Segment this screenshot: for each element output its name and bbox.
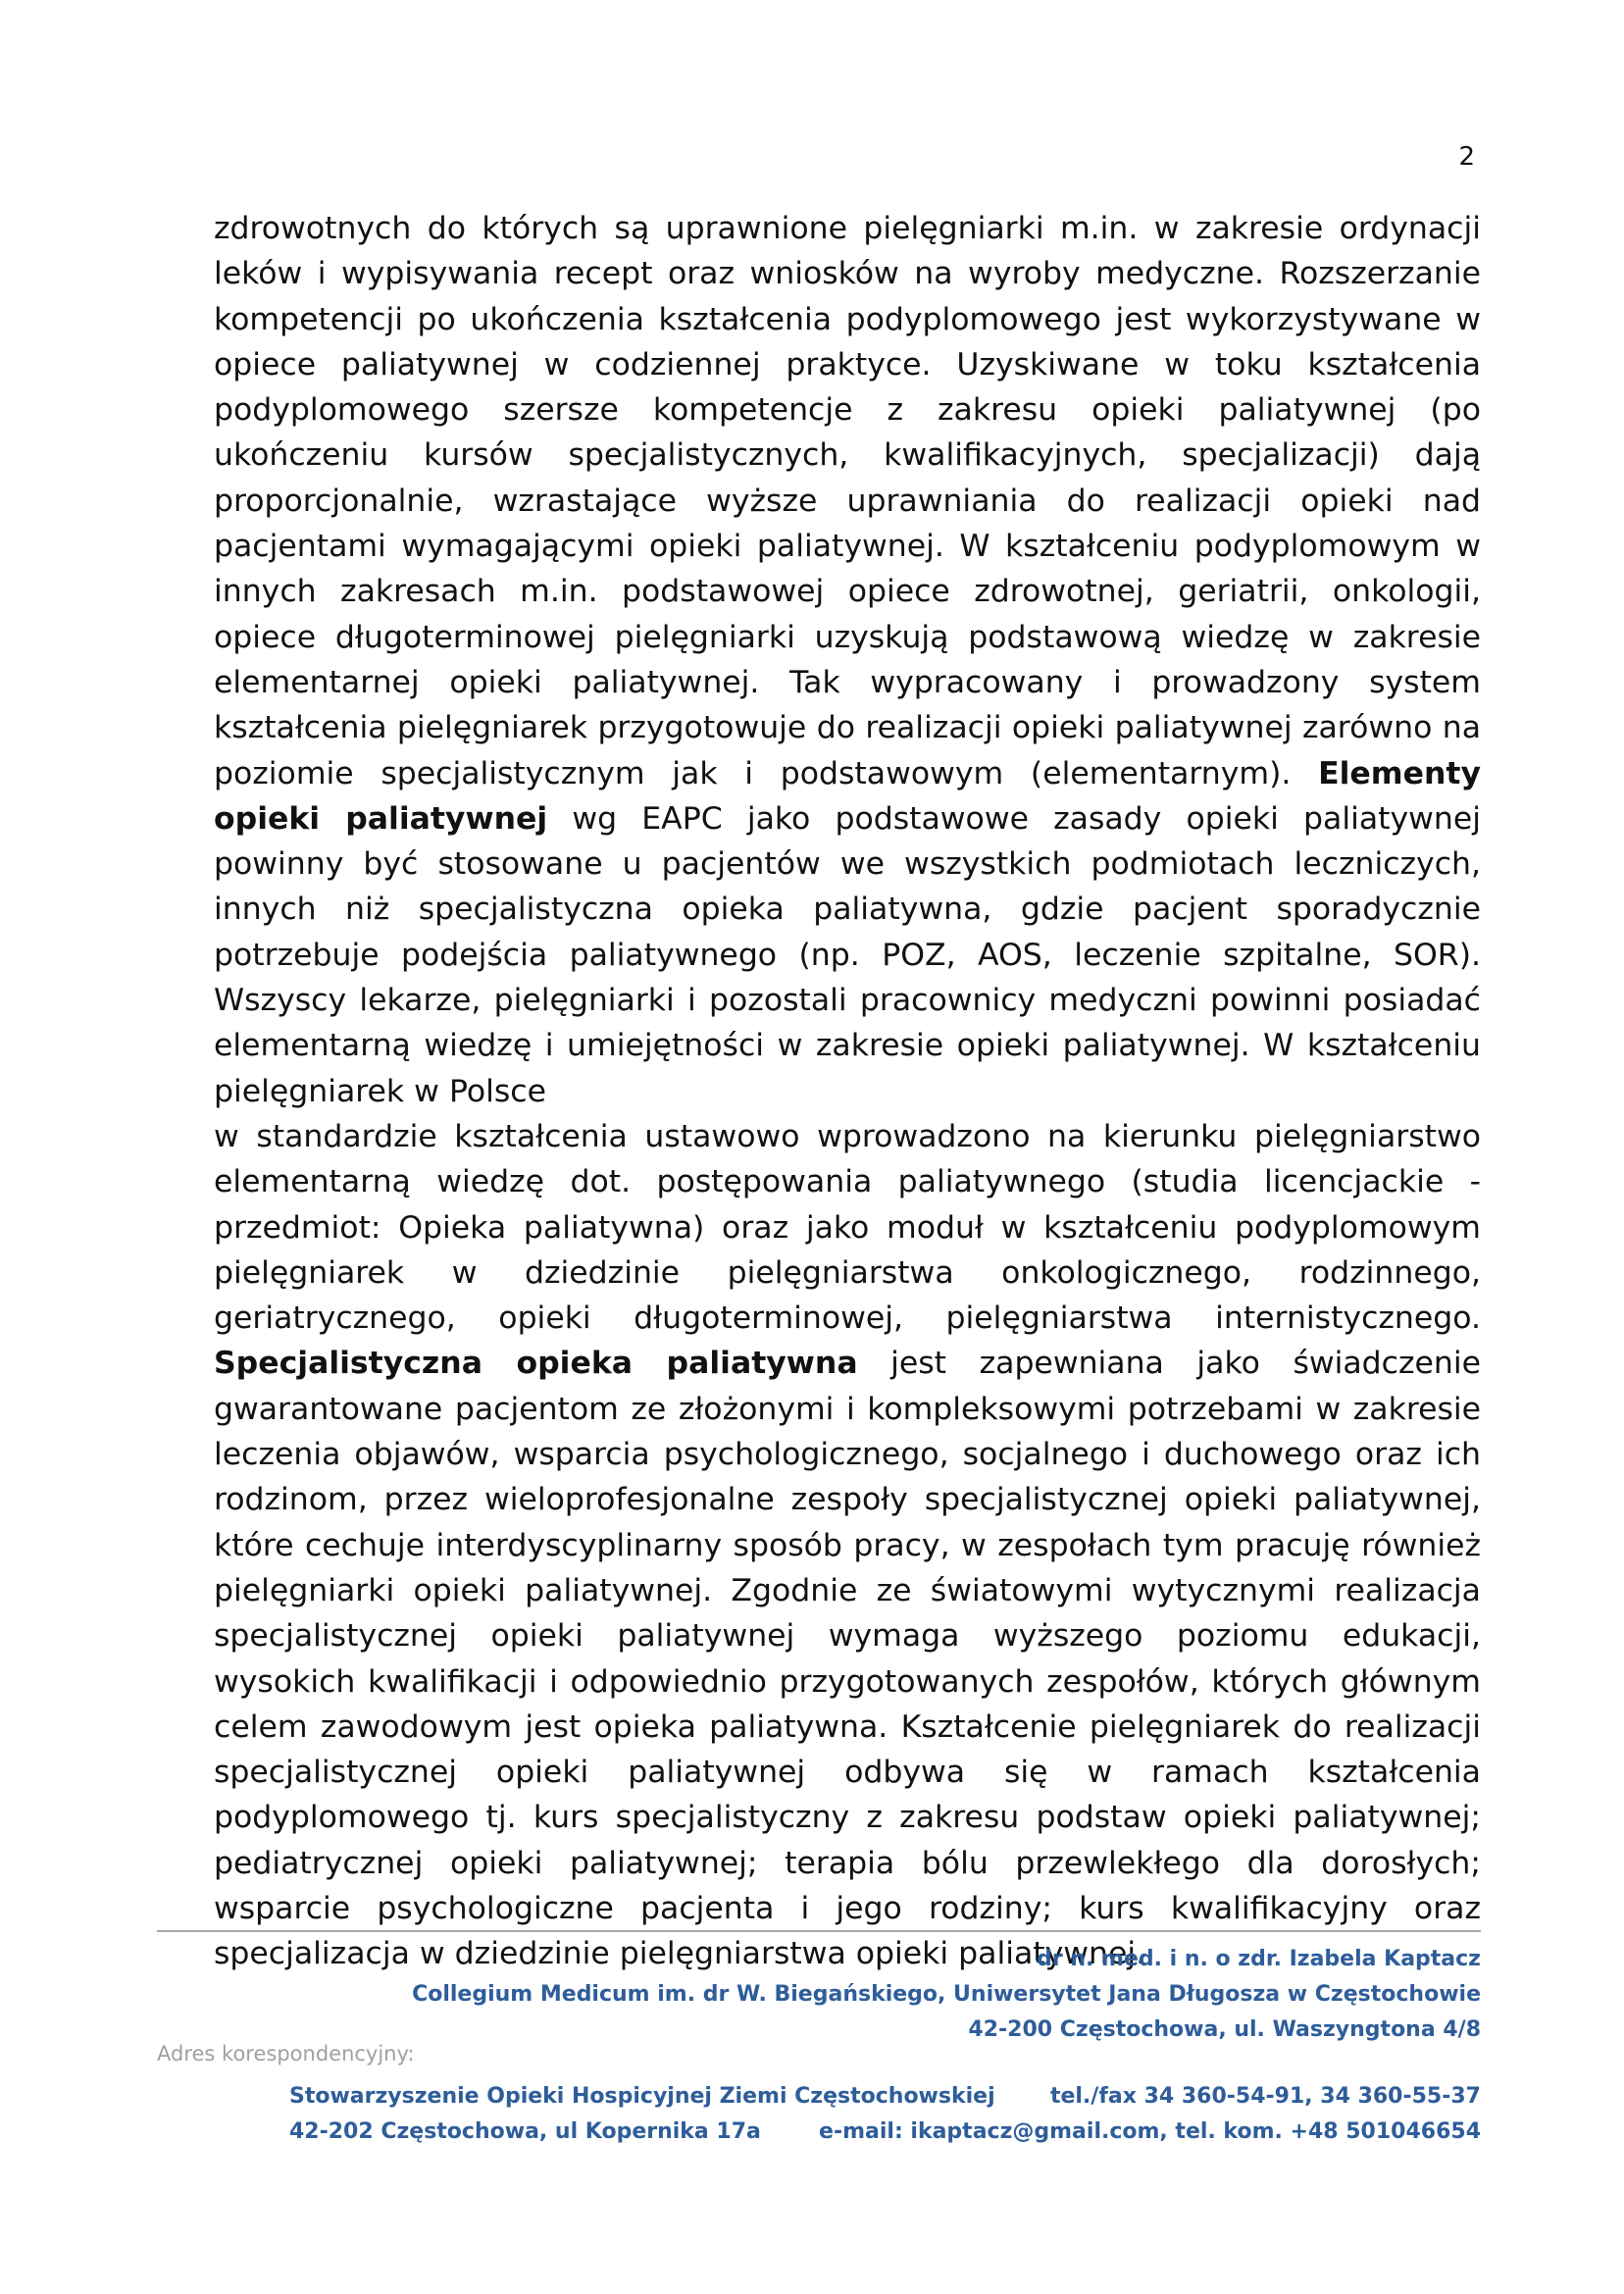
bold-term-specjalistyczna: Specjalistyczna opieka paliatywna: [214, 1346, 858, 1382]
paragraph-1: [214, 206, 1481, 1114]
paragraph-2: [214, 1114, 1481, 1977]
correspondence-label: Adres korespondencyjny:: [157, 2042, 415, 2065]
paragraph-2-text-b: jest zapewniana jako świadczenie gwarantowane pacjentom ze złożonymi i kompleksowymi potrzebami w zakresie leczenia objawów, wsparcia psychologicznego, socjalnego i duchowego oraz ich rodzinom, przez wieloprofesjonalne zespoły specjalistycznej opieki paliatywnej, które cechuje interdyscyplinarny sposób pracy, w zespołach tym pracuję również pielęgniarki opieki paliatywnej. Zgodnie ze światowymi wytycznymi realizacja specjalistycznej opieki paliatywnej wymaga wyższego poziomu edukacji, wysokich kwalifikacji i odpowiednio przygotowanych zespołów, których głównym celem zawodowym jest opieka paliatywna. Kształcenie pielęgniarek do realizacji specjalistycznej opieki paliatywnej odbywa się w ramach kształcenia podyplomowego tj. kurs specjalistyczny z zakresu podstaw opieki paliatywnej; pediatrycznej opieki paliatywnej; terapia bólu przewlekłego dla dorosłych; wsparcie psychologiczne pacjenta i jego rodziny; kurs kwalifikacyjny oraz specjalizacja w dziedzinie pielęgniarstwa opieki paliatywnej.: [214, 1346, 1481, 1972]
paragraph-1-text-b: wg EAPC jako podstawowe zasady opieki paliatywnej powinny być stosowane u pacjentów we wszystkich podmiotach leczniczych, innych niż specjalistyczna opieka paliatywna, gdzie pacjent sporadycznie potrzebuje podejścia paliatywnego (np. POZ, AOS, leczenie szpitalne, SOR). Wszyscy lekarze, pielęgniarki i pozostali pracownicy medyczni powinni posiadać elementarną wiedzę i umiejętności w zakresie opieki paliatywnej. W kształceniu pielęgniarek w Polsce: [214, 800, 1482, 1109]
paragraph-2-text-a: w standardzie kształcenia ustawowo wprowadzono na kierunku pielęgniarstwo elementarną wiedzę dot. postępowania paliatywnego (studia licencjackie -przedmiot: Opieka paliatywna) oraz jako moduł w kształceniu podyplomowym pielęgniarek w dziedzinie pielęgniarstwa onkologicznego, rodzinnego, geriatrycznego, opieki długoterminowej, pielęgniarstwa internistycznego.: [214, 1118, 1481, 1337]
page-number: 2: [1458, 142, 1475, 172]
footer-divider: [157, 1930, 1481, 1932]
author-block: [412, 1942, 1481, 2048]
organization-address: 42-202 Częstochowa, ul Kopernika 17a: [289, 2119, 761, 2144]
institution-name: Collegium Medicum im. dr W. Biegańskiego, Uniwersytet Jana Długosza w Częstochowie: [412, 1982, 1481, 2007]
author-name: dr n. med. i n. o zdr. Izabela Kaptacz: [1037, 1947, 1481, 1971]
institution-address: 42-200 Częstochowa, ul. Waszyngtona 4/8: [968, 2017, 1481, 2042]
body-text: [214, 206, 1481, 1977]
bold-term-elementy: Elementy opieki paliatywnej: [214, 755, 1481, 837]
organization-name: Stowarzyszenie Opieki Hospicyjnej Ziemi Częstochowskiej: [289, 2084, 995, 2109]
email-phone[interactable]: e-mail: ikaptacz@gmail.com, tel. kom. +48 501046654: [819, 2119, 1481, 2144]
paragraph-1-text-a: zdrowotnych do których są uprawnione pielęgniarki m.in. w zakresie ordynacji leków i wypisywania recept oraz wniosków na wyroby medyczne. Rozszerzanie kompetencji po ukończenia kształcenia podyplomowego jest wykorzystywane w opiece paliatywnej w codziennej praktyce. Uzyskiwane w toku kształcenia podyplomowego szersze kompetencje z zakresu opieki paliatywnej (po ukończeniu kursów specjalistycznych, kwalifikacyjnych, specjalizacji) dają proporcjonalnie, wzrastające wyższe uprawniania do realizacji opieki nad pacjentami wymagającymi opieki paliatywnej. W kształceniu podyplomowym w innych zakresach m.in. podstawowej opiece zdrowotnej, geriatrii, onkologii, opiece długoterminowej pielęgniarki uzyskują podstawową wiedzę w zakresie elementarnej opieki paliatywnej. Tak wypracowany i prowadzony system kształcenia pielęgniarek przygotowuje do realizacji opieki paliatywnej zarówno na poziomie specjalistycznym jak i podstawowym (elementarnym).: [214, 211, 1481, 791]
phone-fax: tel./fax 34 360-54-91, 34 360-55-37: [1049, 2084, 1481, 2109]
contact-block: [819, 2079, 1481, 2150]
